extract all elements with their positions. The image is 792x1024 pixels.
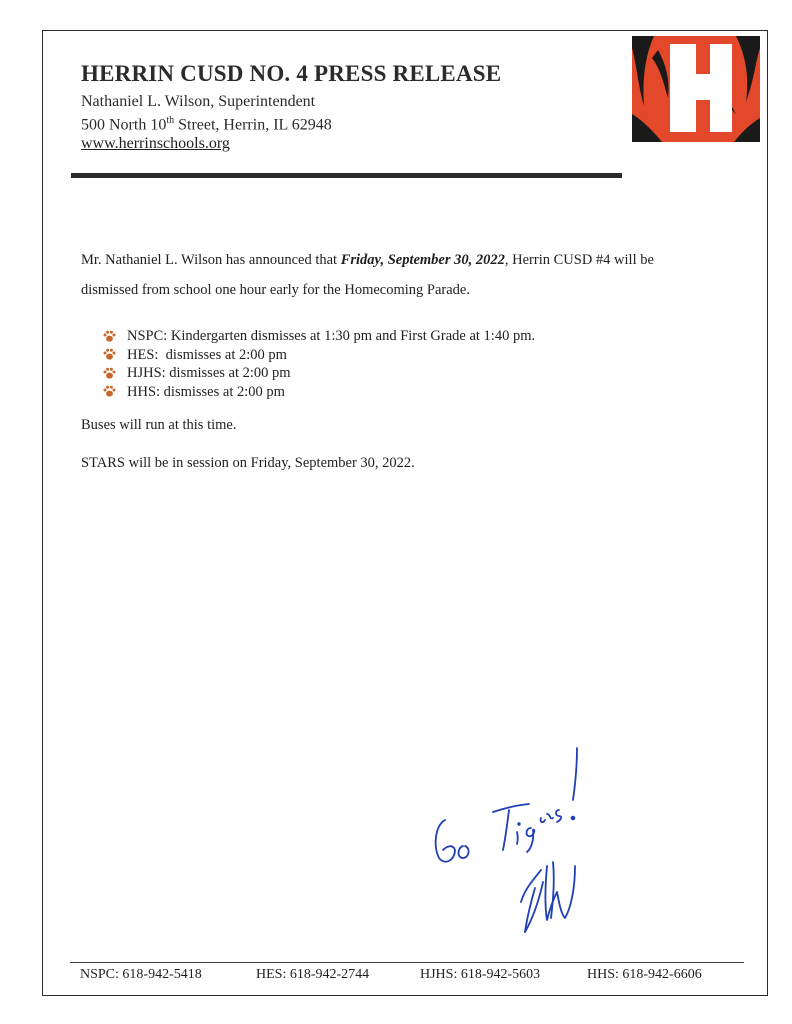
dismissal-list — [103, 327, 535, 401]
herrin-tiger-h-logo — [632, 36, 760, 142]
list-item-text: HES: dismisses at 2:00 pm — [127, 346, 287, 363]
address-rest: Street, Herrin, IL 62948 — [174, 116, 332, 134]
list-item-text: NSPC: Kindergarten dismisses at 1:30 pm and First Grade at 1:40 pm. — [127, 328, 536, 344]
footer-phone-hhs: HHS: 618-942-6606 — [587, 967, 702, 982]
list-item — [103, 327, 535, 346]
website-link[interactable]: www.herrinschools.org — [81, 135, 230, 152]
list-item-text: HJHS: dismisses at 2:00 pm — [127, 365, 291, 381]
list-item — [103, 364, 535, 383]
paw-print-icon — [103, 385, 116, 398]
announcement-intro: Mr. Nathaniel L. Wilson has announced that — [81, 252, 341, 268]
paw-print-icon — [103, 330, 116, 343]
header-divider — [71, 173, 622, 178]
announcement-line-2: dismissed from school one hour early for the Homecoming Parade. — [81, 282, 470, 298]
address-number: 500 North 10 — [81, 116, 167, 134]
superintendent-line: Nathaniel L. Wilson, Superintendent — [81, 93, 316, 110]
paw-print-icon — [103, 348, 116, 361]
address-line — [81, 115, 332, 134]
buses-note: Buses will run at this time. — [81, 417, 237, 433]
paw-print-icon — [103, 367, 116, 380]
footer-phone-hjhs: HJHS: 618-942-5603 — [420, 967, 541, 982]
footer-phone-nspc: NSPC: 618-942-5418 — [80, 967, 202, 982]
footer-divider — [70, 962, 744, 963]
list-item-text: HHS: dismisses at 2:00 pm — [127, 383, 285, 400]
announcement-continuation: , Herrin CUSD #4 will be — [504, 252, 654, 268]
handwritten-signature — [425, 742, 605, 938]
announcement-date: Friday, September 30, 2022 — [340, 252, 505, 268]
page-title: HERRIN CUSD NO. 4 PRESS RELEASE — [81, 61, 502, 86]
list-item — [103, 383, 535, 402]
footer-phone-hes: HES: 618-942-2744 — [256, 967, 370, 982]
stars-note: STARS will be in session on Friday, September 30, 2022. — [81, 455, 415, 471]
address-ordinal: th — [166, 115, 175, 126]
list-item — [103, 346, 535, 365]
announcement-paragraph — [81, 245, 654, 305]
